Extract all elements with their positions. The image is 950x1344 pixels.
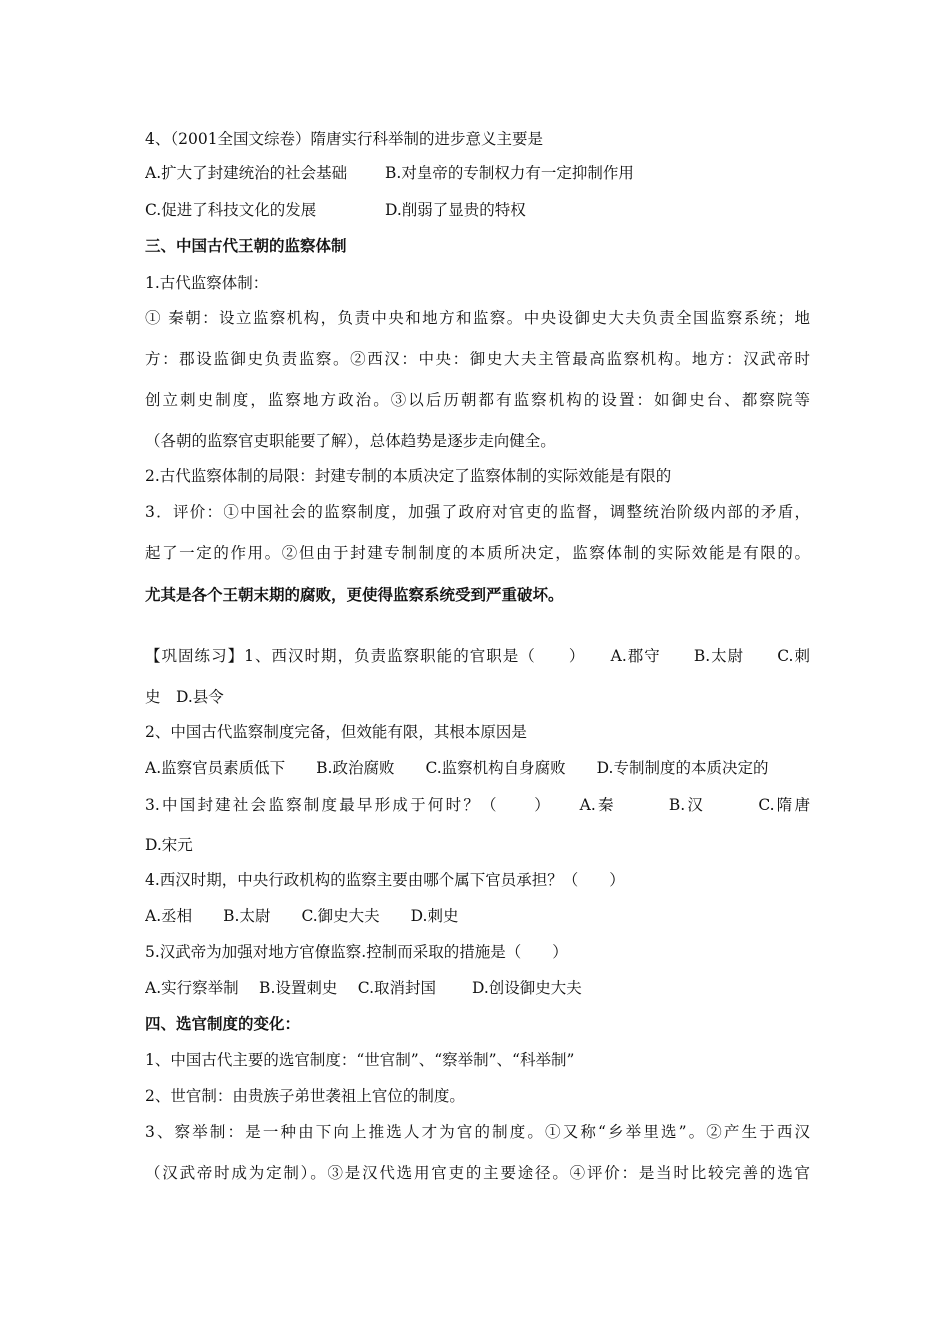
section-4-item-1: 1、中国古代主要的选官制度：“世官制”、“察举制”、“科举制” bbox=[145, 1051, 575, 1069]
exercise-1-line-2: 史 D.县令 bbox=[145, 688, 224, 706]
question-4-stem: 4、（2001全国文综卷）隋唐实行科举制的进步意义主要是 bbox=[145, 130, 544, 148]
option-c: C.促进了科技文化的发展 bbox=[145, 201, 317, 219]
option-d: D.削弱了显贵的特权 bbox=[385, 201, 526, 219]
section-4-heading: 四、选官制度的变化： bbox=[145, 1014, 301, 1033]
exercise-3-line-2: D.宋元 bbox=[145, 836, 193, 854]
exercise-1-line-1: 【巩固练习】1、西汉时期，负责监察职能的官职是（ ） A.郡守 B.太尉 C.刺 bbox=[145, 647, 810, 665]
section-4-item-3-line: （汉武帝时成为定制）。③是汉代选用官吏的主要途径。④评价：是当时比较完善的选官 bbox=[145, 1164, 810, 1182]
question-4-options-cd bbox=[145, 199, 810, 221]
exercise-5-options: A.实行察举制 B.设置刺史 C.取消封国 D.创设御史大夫 bbox=[145, 979, 582, 997]
option-a: A.扩大了封建统治的社会基础 bbox=[145, 164, 348, 182]
section-3-item-1-line: 创立刺史制度，监察地方政治。③以后历朝都有监察机构的设置：如御史台、都察院等 bbox=[145, 391, 810, 409]
section-3-item-3-line: 3．评价：①中国社会的监察制度，加强了政府对官吏的监督，调整统治阶级内部的矛盾， bbox=[145, 503, 810, 521]
exercise-4-stem: 4.西汉时期，中央行政机构的监察主要由哪个属下官员承担？（ ） bbox=[145, 871, 625, 889]
section-3-item-2: 2.古代监察体制的局限：封建专制的本质决定了监察体制的实际效能是有限的 bbox=[145, 467, 672, 485]
exercise-4-options: A.丞相 B.太尉 C.御史大夫 D.刺史 bbox=[145, 907, 459, 925]
question-4-options-ab bbox=[145, 162, 810, 184]
section-3-item-1-line: ① 秦朝：设立监察机构，负责中央和地方和监察。中央设御史大夫负责全国监察系统；地 bbox=[145, 309, 810, 327]
section-3-item-3-bold: 尤其是各个王朝末期的腐败，更使得监察系统受到严重破坏。 bbox=[145, 585, 564, 604]
exercise-2-stem: 2、中国古代监察制度完备，但效能有限，其根本原因是 bbox=[145, 723, 527, 741]
section-3-item-1-title: 1.古代监察体制： bbox=[145, 274, 269, 292]
section-4-item-3-line: 3、察举制：是一种由下向上推选人才为官的制度。①又称“乡举里选”。②产生于西汉 bbox=[145, 1123, 810, 1141]
exercise-2-options: A.监察官员素质低下 B.政治腐败 C.监察机构自身腐败 D.专制制度的本质决定的 bbox=[145, 759, 769, 777]
option-b: B.对皇帝的专制权力有一定抑制作用 bbox=[385, 164, 634, 182]
section-3-item-1-line: （各朝的监察官吏职能要了解），总体趋势是逐步走向健全。 bbox=[145, 432, 556, 450]
section-3-item-3-line: 起了一定的作用。②但由于封建专制制度的本质所决定，监察体制的实际效能是有限的。 bbox=[145, 544, 810, 562]
exercise-3-line-1: 3.中国封建社会监察制度最早形成于何时？（ ） A.秦 B.汉 C.隋唐 bbox=[145, 796, 810, 814]
section-3-heading: 三、中国古代王朝的监察体制 bbox=[145, 236, 347, 255]
exercise-5-stem: 5.汉武帝为加强对地方官僚监察.控制而采取的措施是（ ） bbox=[145, 943, 568, 961]
section-4-item-2: 2、世官制：由贵族子弟世袭祖上官位的制度。 bbox=[145, 1087, 465, 1105]
section-3-item-1-line: 方：郡设监御史负责监察。②西汉：中央：御史大夫主管最高监察机构。地方：汉武帝时 bbox=[145, 350, 810, 368]
